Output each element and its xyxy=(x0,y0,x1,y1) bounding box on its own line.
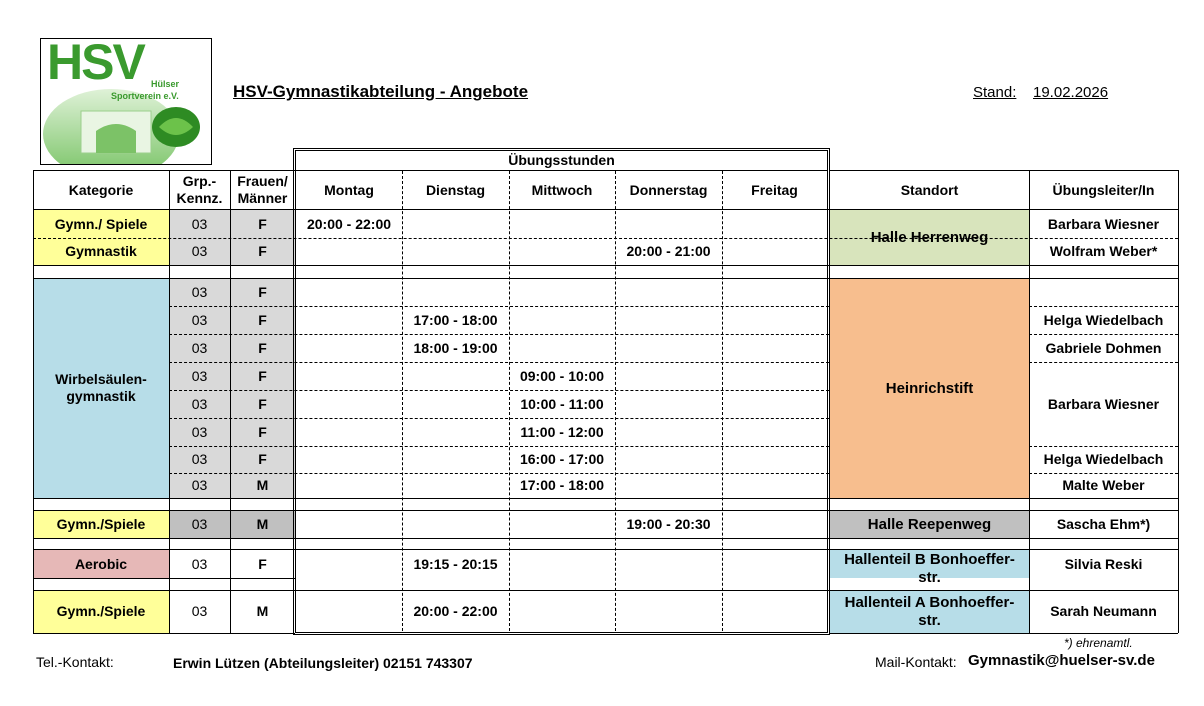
row-8-dienstag xyxy=(402,418,509,446)
header-montag: Montag xyxy=(324,181,374,198)
kategorie-wsg-line2: gymnastik xyxy=(66,388,136,404)
header-donnerstag: Donnerstag xyxy=(629,181,708,198)
row-11-donnerstag: 19:00 - 20:30 xyxy=(626,515,711,532)
row-2-freitag xyxy=(722,238,827,265)
row-9-donnerstag xyxy=(615,446,722,473)
row-11-mittwoch xyxy=(509,510,615,538)
row-2-donnerstag: 20:00 - 21:00 xyxy=(626,243,711,259)
logo-letters: HSV xyxy=(47,38,144,90)
row-6-grp: 03 xyxy=(191,367,208,384)
kategorie-gymn-spiele: Gymn./ Spiele xyxy=(54,215,148,232)
row-4-donnerstag xyxy=(615,306,722,334)
row-6-freitag xyxy=(722,362,827,390)
row-3-montag xyxy=(296,278,402,306)
tel-value: Erwin Lützen (Abteilungsleiter) 02151 743307 xyxy=(173,655,473,671)
header-kategorie: Kategorie xyxy=(68,181,134,198)
row-9-fm: F xyxy=(258,451,267,467)
row-11-montag xyxy=(296,510,402,538)
kategorie-gymnastik: Gymnastik xyxy=(65,243,137,259)
row-12-fm: F xyxy=(258,555,267,572)
row-10-dienstag xyxy=(402,473,509,498)
row-11-freitag xyxy=(722,510,827,538)
header-grp-line2: Kennz. xyxy=(176,190,223,206)
header-fm-line2: Männer xyxy=(237,190,288,206)
row-9-dienstag xyxy=(402,446,509,473)
line-h xyxy=(830,633,1178,634)
footnote-ehrenamtlich: *) ehrenamtl. xyxy=(1064,636,1133,650)
row-2-montag xyxy=(296,238,402,265)
row-12-mittwoch xyxy=(509,550,615,578)
row-10-freitag xyxy=(722,473,827,498)
row-3-fm: F xyxy=(258,283,267,300)
leiter-cell: Sarah Neumann xyxy=(1050,603,1157,619)
row-3-mittwoch xyxy=(509,278,615,306)
row-6-montag xyxy=(296,362,402,390)
standort-hallenteil-a-line1: Hallenteil A Bonhoeffer- xyxy=(844,593,1015,611)
row-5-donnerstag xyxy=(615,334,722,362)
mail-label: Mail-Kontakt: xyxy=(875,654,957,670)
row-7-dienstag xyxy=(402,390,509,418)
row-2-dienstag xyxy=(402,238,509,265)
kategorie-wsg-line1: Wirbelsäulen- xyxy=(55,371,147,387)
row-1-fm: F xyxy=(258,215,267,232)
header-uebungsstunden: Übungsstunden xyxy=(508,152,615,168)
row-12-grp: 03 xyxy=(191,555,208,572)
row-13-grp: 03 xyxy=(191,603,208,619)
row-5-freitag xyxy=(722,334,827,362)
row-4-grp: 03 xyxy=(191,311,208,328)
leiter-cell: Silvia Reski xyxy=(1064,555,1143,572)
row-10-mittwoch: 17:00 - 18:00 xyxy=(519,477,605,493)
row-13-montag xyxy=(296,590,402,633)
kategorie-gymn-spiele-3: Gymn./Spiele xyxy=(56,603,146,619)
logo-line1: Hülser xyxy=(151,79,180,89)
row-2-mittwoch xyxy=(509,238,615,265)
row-1-montag: 20:00 - 22:00 xyxy=(306,215,392,232)
standort-heinrichstift: Heinrichstift xyxy=(885,379,974,397)
row-5-dienstag: 18:00 - 19:00 xyxy=(413,339,498,356)
row-3-freitag xyxy=(722,278,827,306)
header-frauen-maenner xyxy=(230,171,295,209)
row-6-dienstag xyxy=(402,362,509,390)
standort-hallenteil-b-line2: str. xyxy=(918,569,941,586)
row-8-freitag xyxy=(722,418,827,446)
row-4-freitag xyxy=(722,306,827,334)
hsv-logo xyxy=(40,38,212,165)
row-5-montag xyxy=(296,334,402,362)
header-fm-line1: Frauen/ xyxy=(237,173,288,189)
kategorie-aerobic: Aerobic xyxy=(74,555,128,572)
row-8-grp: 03 xyxy=(191,423,208,440)
row-10-donnerstag xyxy=(615,473,722,498)
line-v xyxy=(1178,170,1179,633)
row-4-dienstag: 17:00 - 18:00 xyxy=(413,311,498,328)
row-9-montag xyxy=(296,446,402,473)
row-7-mittwoch: 10:00 - 11:00 xyxy=(520,395,604,412)
row-13-donnerstag xyxy=(615,590,722,633)
leiter-cell: Sascha Ehm*) xyxy=(1056,515,1151,532)
kategorie-gymn-spiele-2: Gymn./Spiele xyxy=(56,515,146,532)
row-13-freitag xyxy=(722,590,827,633)
leiter-cell: Helga Wiedelbach xyxy=(1043,311,1164,328)
row-9-freitag xyxy=(722,446,827,473)
standort-halle-herrenweg: Halle Herrenweg xyxy=(870,229,989,246)
row-10-grp: 03 xyxy=(191,477,208,493)
leiter-cell: Barbara Wiesner xyxy=(1047,395,1160,412)
row-10-montag xyxy=(296,473,402,498)
row-11-grp: 03 xyxy=(191,515,208,532)
row-2-grp: 03 xyxy=(191,243,208,259)
row-1-grp: 03 xyxy=(191,215,208,232)
leiter-cell: Wolfram Weber* xyxy=(1049,243,1158,259)
row-7-fm: F xyxy=(258,395,267,412)
row-1-freitag xyxy=(722,210,827,238)
header-leiter: Übungsleiter/In xyxy=(1052,181,1155,198)
row-11-dienstag xyxy=(402,510,509,538)
row-5-grp: 03 xyxy=(191,339,208,356)
row-1-donnerstag xyxy=(615,210,722,238)
row-8-fm: F xyxy=(258,423,267,440)
row-8-mittwoch: 11:00 - 12:00 xyxy=(520,423,604,440)
mail-value: Gymnastik@huelser-sv.de xyxy=(968,652,1155,669)
row-9-mittwoch: 16:00 - 17:00 xyxy=(519,451,605,467)
row-9-grp: 03 xyxy=(191,451,208,467)
leiter-cell: Malte Weber xyxy=(1062,477,1145,493)
stand-label: Stand: xyxy=(973,84,1017,101)
row-7-montag xyxy=(296,390,402,418)
row-6-mittwoch: 09:00 - 10:00 xyxy=(519,367,605,384)
logo-line2: Sportverein e.V. xyxy=(111,91,179,101)
row-13-fm: M xyxy=(256,603,269,619)
row-7-freitag xyxy=(722,390,827,418)
row-12-dienstag: 19:15 - 20:15 xyxy=(413,555,498,572)
row-11-fm: M xyxy=(256,515,269,532)
header-grp xyxy=(169,171,230,209)
row-6-donnerstag xyxy=(615,362,722,390)
standort-halle-reepenweg: Halle Reepenweg xyxy=(867,515,992,533)
row-10-fm: M xyxy=(256,477,269,493)
kategorie-wirbelsaeulengymnastik xyxy=(33,278,169,498)
row-13-dienstag: 20:00 - 22:00 xyxy=(413,603,498,619)
header-standort: Standort xyxy=(900,181,959,198)
row-12-donnerstag xyxy=(615,550,722,578)
standort-hallenteil-a xyxy=(830,590,1029,633)
row-13-mittwoch xyxy=(509,590,615,633)
row-1-mittwoch xyxy=(509,210,615,238)
leiter-cell: Barbara Wiesner xyxy=(1047,215,1160,232)
row-6-fm: F xyxy=(258,367,267,384)
stand-date: 19.02.2026 xyxy=(1033,84,1109,101)
page-title: HSV-Gymnastikabteilung - Angebote xyxy=(233,82,529,101)
standort-hallenteil-a-line2: str. xyxy=(918,611,941,629)
row-12-freitag xyxy=(722,550,827,578)
row-8-donnerstag xyxy=(615,418,722,446)
tel-label: Tel.-Kontakt: xyxy=(36,654,114,670)
leiter-cell: Helga Wiedelbach xyxy=(1043,451,1164,467)
header-mittwoch: Mittwoch xyxy=(531,181,593,198)
row-3-grp: 03 xyxy=(191,283,208,300)
row-1-dienstag xyxy=(402,210,509,238)
row-12-montag xyxy=(296,550,402,578)
standort-hallenteil-b xyxy=(830,549,1029,589)
row-3-dienstag xyxy=(402,278,509,306)
row-4-montag xyxy=(296,306,402,334)
row-5-mittwoch xyxy=(509,334,615,362)
row-3-donnerstag xyxy=(615,278,722,306)
header-dienstag: Dienstag xyxy=(425,181,486,198)
row-8-montag xyxy=(296,418,402,446)
header-grp-line1: Grp.- xyxy=(182,173,217,189)
row-5-fm: F xyxy=(258,339,267,356)
row-4-fm: F xyxy=(258,311,267,328)
row-4-mittwoch xyxy=(509,306,615,334)
line-h xyxy=(33,633,295,634)
line-h xyxy=(33,578,295,579)
leiter-cell: Gabriele Dohmen xyxy=(1045,339,1162,356)
header-freitag: Freitag xyxy=(751,181,798,198)
row-7-grp: 03 xyxy=(191,395,208,412)
standort-hallenteil-b-line1: Hallenteil B Bonhoeffer- xyxy=(844,551,1015,568)
row-2-fm: F xyxy=(258,243,267,259)
row-7-donnerstag xyxy=(615,390,722,418)
